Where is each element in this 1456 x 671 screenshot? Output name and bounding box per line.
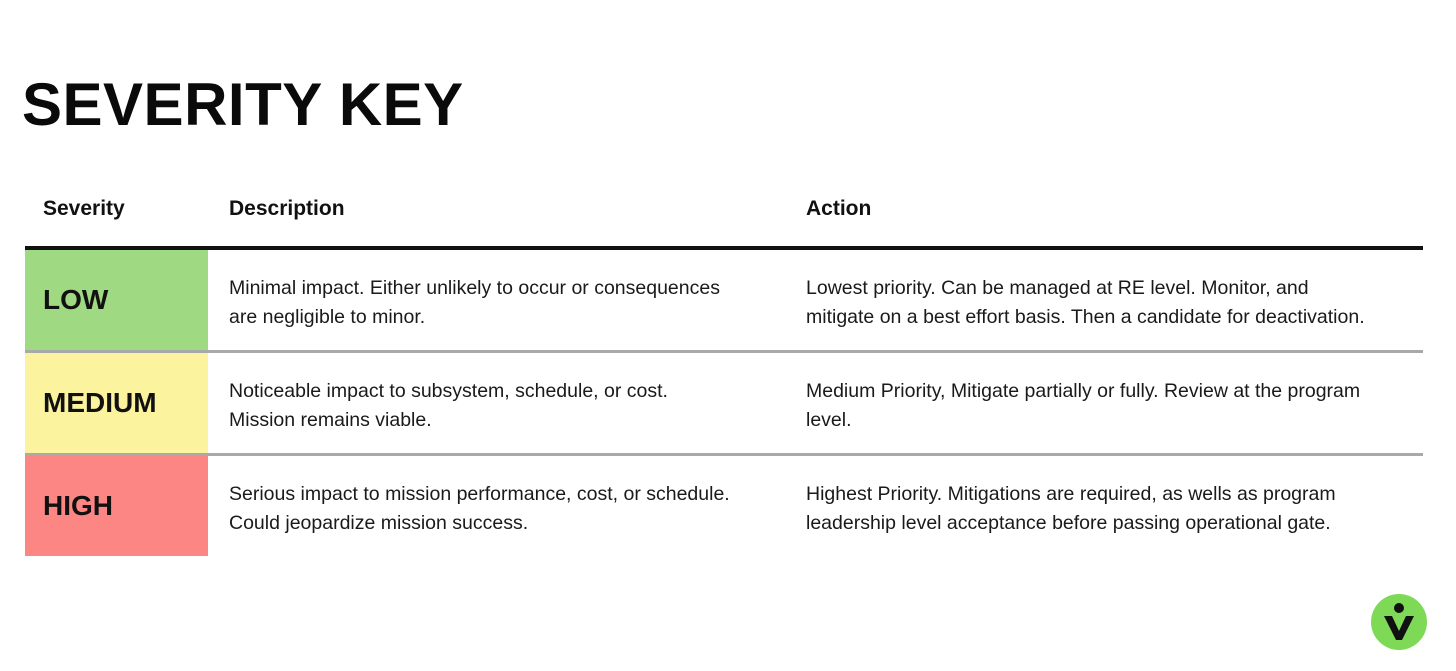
severity-table bbox=[25, 185, 1423, 556]
description-line: Mission remains viable. bbox=[229, 409, 432, 431]
action-cell bbox=[806, 377, 1416, 435]
header-action: Action bbox=[806, 197, 872, 220]
action-cell bbox=[806, 480, 1416, 538]
description-cell bbox=[229, 377, 789, 435]
action-line: Highest Priority. Mitigations are required, as wells as program bbox=[806, 483, 1336, 505]
header-severity: Severity bbox=[43, 197, 125, 220]
severity-label: HIGH bbox=[43, 490, 113, 521]
description-cell bbox=[229, 274, 789, 332]
description-line: Noticeable impact to subsystem, schedule, or cost. bbox=[229, 380, 668, 402]
v-logo-glyph-icon bbox=[1381, 602, 1417, 642]
action-line: Medium Priority, Mitigate partially or fully. Review at the program bbox=[806, 380, 1361, 402]
table-row-medium bbox=[25, 353, 1423, 456]
severity-cell-medium bbox=[25, 353, 208, 453]
description-line: Could jeopardize mission success. bbox=[229, 512, 529, 534]
header-description: Description bbox=[229, 197, 345, 220]
action-line: level. bbox=[806, 409, 852, 431]
table-row-high bbox=[25, 456, 1423, 556]
description-line: are negligible to minor. bbox=[229, 306, 426, 328]
description-line: Serious impact to mission performance, cost, or schedule. bbox=[229, 483, 730, 505]
action-cell bbox=[806, 274, 1416, 332]
action-line: mitigate on a best effort basis. Then a candidate for deactivation. bbox=[806, 306, 1365, 328]
severity-label: LOW bbox=[43, 284, 109, 315]
severity-cell-high bbox=[25, 456, 208, 556]
description-cell bbox=[229, 480, 789, 538]
page-title: SEVERITY KEY bbox=[22, 71, 464, 138]
severity-cell-low bbox=[25, 250, 208, 350]
description-line: Minimal impact. Either unlikely to occur or consequences bbox=[229, 277, 720, 299]
v-logo-icon bbox=[1371, 594, 1427, 650]
action-line: leadership level acceptance before passing operational gate. bbox=[806, 512, 1331, 534]
action-line: Lowest priority. Can be managed at RE level. Monitor, and bbox=[806, 277, 1309, 299]
table-header bbox=[25, 185, 1423, 250]
table-row-low bbox=[25, 250, 1423, 353]
severity-label: MEDIUM bbox=[43, 387, 157, 418]
